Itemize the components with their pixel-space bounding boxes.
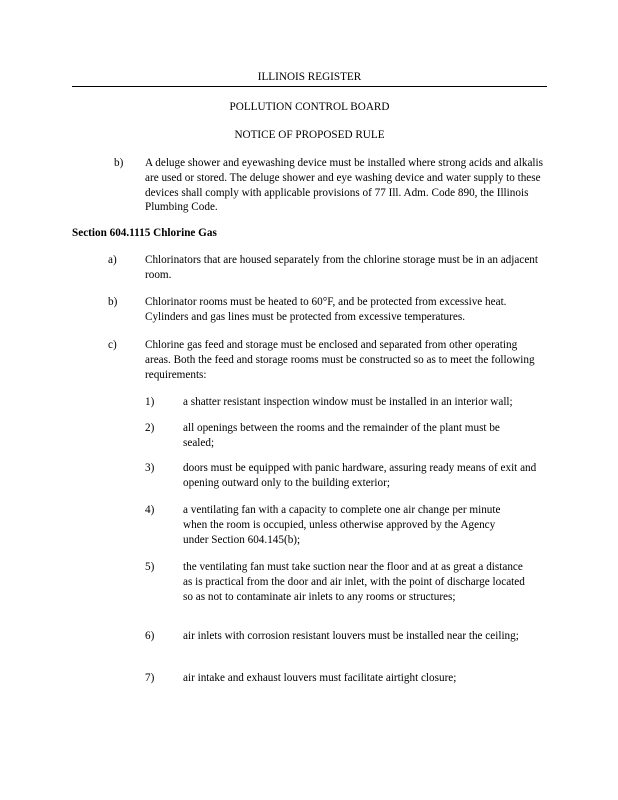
para-b2-text: Chlorinator rooms must be heated to 60°F, and be protected from excessive heat. Cylinders and gas lines must be protected from excessive temperatures. [145, 296, 507, 323]
item-6-marker: 6) [145, 630, 155, 642]
board-title: POLLUTION CONTROL BOARD [229, 101, 390, 113]
item-5-text: the ventilating fan must take suction near the floor and at as great a distance as is practical from the door and air inlet, with the point of discharge located so as not to contaminate air inlets to any rooms or structures; [183, 561, 525, 603]
para-a-marker: a) [108, 254, 117, 266]
notice-title: NOTICE OF PROPOSED RULE [234, 129, 385, 141]
register-title: ILLINOIS REGISTER [257, 71, 362, 83]
item-5-marker: 5) [145, 561, 155, 573]
para-c-marker: c) [108, 339, 117, 351]
item-2-text: all openings between the rooms and the remainder of the plant must be sealed; [183, 422, 500, 449]
para-b-marker: b) [114, 157, 124, 169]
item-4-text: a ventilating fan with a capacity to complete one air change per minute when the room is occupied, unless otherwise approved by the Agency under Section 604.145(b); [183, 504, 501, 546]
item-2-marker: 2) [145, 422, 155, 434]
item-1-marker: 1) [145, 396, 155, 408]
item-4-marker: 4) [145, 504, 155, 516]
header-rule [72, 86, 547, 87]
item-7-marker: 7) [145, 672, 155, 684]
para-c-text: Chlorine gas feed and storage must be enclosed and separated from other operating areas. Both the feed and storage rooms must be constructed so as to meet the following requirements: [145, 339, 535, 381]
para-b2-marker: b) [108, 296, 118, 308]
item-3-text: doors must be equipped with panic hardware, assuring ready means of exit and opening outward only to the building exterior; [183, 462, 537, 489]
item-3-marker: 3) [145, 462, 155, 474]
item-7-text: air intake and exhaust louvers must facilitate airtight closure; [183, 672, 457, 684]
section-heading: Section 604.1115 Chlorine Gas [72, 227, 217, 239]
item-1-text: a shatter resistant inspection window must be installed in an interior wall; [183, 396, 513, 408]
para-b-text: A deluge shower and eyewashing device must be installed where strong acids and alkalis are used or stored. The deluge shower and eye washing device and water supply to these devices shall comply with applicable provisions of 77 Ill. Adm. Code 890, the Illinois Plumbing Code. [145, 157, 543, 214]
item-6-text: air inlets with corrosion resistant louvers must be installed near the ceiling; [183, 630, 519, 642]
para-a-text: Chlorinators that are housed separately from the chlorine storage must be in an adjacent room. [145, 254, 538, 281]
